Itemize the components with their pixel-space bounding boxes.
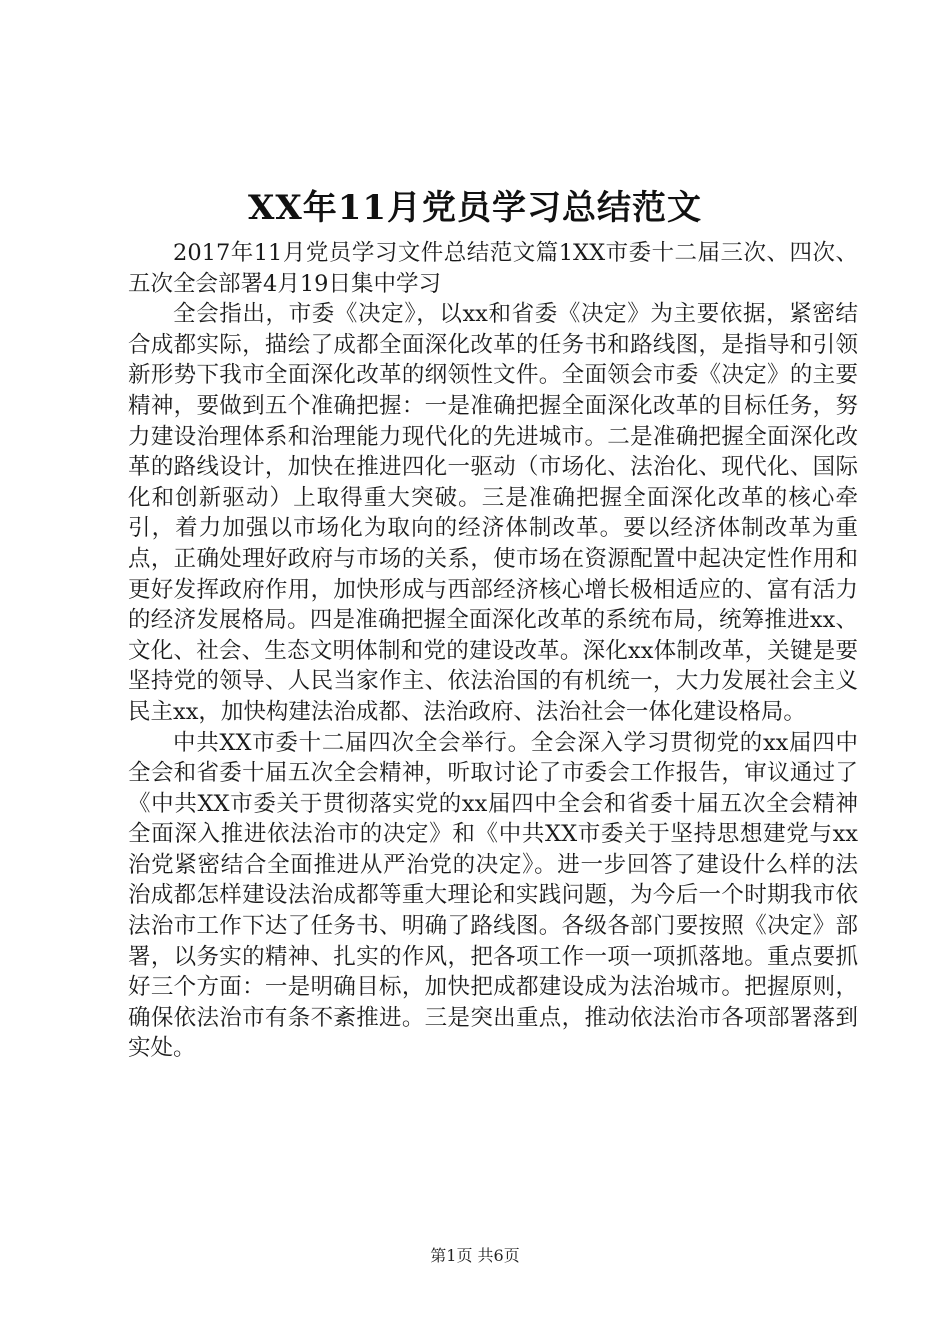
document-body — [128, 238, 858, 1064]
paragraph-1: 2017年11月党员学习文件总结范文篇1XX市委十二届三次、四次、五次全会部署4月19日集中学习 — [128, 240, 858, 297]
document-title: XX年11月党员学习总结范文 — [247, 188, 703, 228]
page-number-footer: 第1页 共6页 — [430, 1246, 520, 1265]
paragraph-2: 全会指出，市委《决定》，以xx和省委《决定》为主要依据，紧密结合成都实际，描绘了成都全面深化改革的任务书和路线图，是指导和引领新形势下我市全面深化改革的纲领性文件。全面领会市委《决定》的主要精神，要做到五个准确把握：一是准确把握全面深化改革的目标任务，努力建设治理体系和治理能力现代化的先进城市。二是准确把握全面深化改革的路线设计，加快在推进四化一驱动（市场化、法治化、现代化、国际化和创新驱动）上取得重大突破。三是准确把握全面深化改革的核心牵引，着力加强以市场化为取向的经济体制改革。要以经济体制改革为重点，正确处理好政府与市场的关系，使市场在资源配置中起决定性作用和更好发挥政府作用，加快形成与西部经济核心增长极相适应的、富有活力的经济发展格局。四是准确把握全面深化改革的系统布局，统筹推进xx、文化、社会、生态文明体制和党的建设改革。深化xx体制改革，关键是要坚持党的领导、人民当家作主、依法治国的有机统一，大力发展社会主义民主xx，加快构建法治成都、法治政府、法治社会一体化建设格局。 — [128, 301, 858, 725]
paragraph-3: 中共XX市委十二届四次全会举行。全会深入学习贯彻党的xx届四中全会和省委十届五次全会精神，听取讨论了市委会工作报告，审议通过了《中共XX市委关于贯彻落实党的xx届四中全会和省委十届五次全会精神全面深入推进依法治市的决定》和《中共XX市委关于坚持思想建党与xx治党紧密结合全面推进从严治党的决定》。进一步回答了建设什么样的法治成都怎样建设法治成都等重大理论和实践问题，为今后一个时期我市依法治市工作下达了任务书、明确了路线图。各级各部门要按照《决定》部署，以务实的精神、扎实的作风，把各项工作一项一项抓落地。重点要抓好三个方面：一是明确目标，加快把成都建设成为法治城市。把握原则，确保依法治市有条不紊推进。三是突出重点，推动依法治市各项部署落到实处。 — [128, 729, 858, 1062]
